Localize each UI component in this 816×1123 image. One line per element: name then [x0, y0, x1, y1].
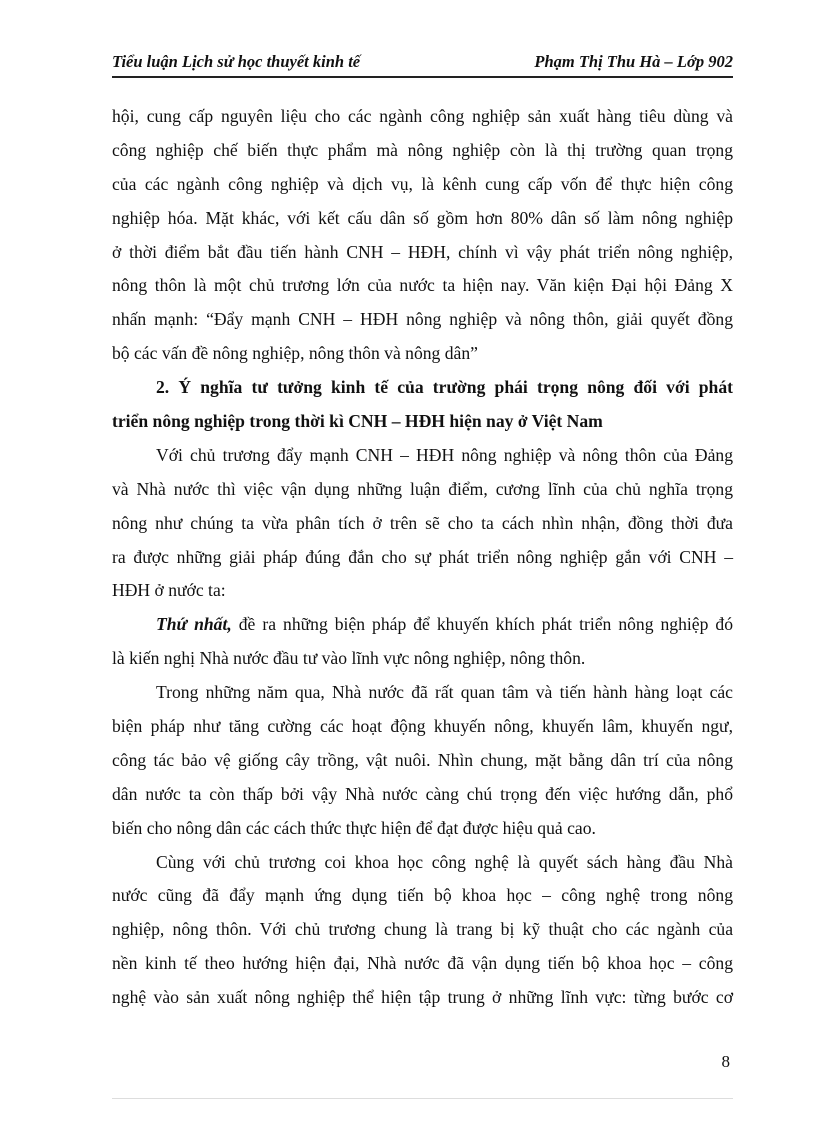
- text-line: ra được những giải pháp đúng đắn cho sự phát triển nông nghiệp gắn với CNH –: [112, 546, 733, 567]
- text-run: đề ra những biện pháp để khuyến khích phát triển nông nghiệp đó: [231, 614, 733, 635]
- text-line: nghiệp hóa. Mặt khác, với kết cấu dân số gồm hơn 80% dân số làm nông nghiệp: [112, 207, 733, 228]
- text-line: biến cho nông dân các cách thức thực hiện để đạt được hiệu quả cao.: [112, 817, 596, 838]
- text-line: của các ngành công nghiệp và dịch vụ, là kênh cung cấp vốn để thực hiện công: [112, 173, 733, 194]
- text-line: nhấn mạnh: “Đẩy mạnh CNH – HĐH nông nghiệp và nông thôn, giải quyết đồng: [112, 309, 733, 330]
- emphasis-text: Thứ nhất,: [156, 614, 232, 635]
- text-line: [112, 608, 733, 642]
- paragraph: [112, 846, 733, 1015]
- text-line: hội, cung cấp nguyên liệu cho các ngành công nghiệp sản xuất hàng tiêu dùng và: [112, 106, 733, 126]
- heading-line: triển nông nghiệp trong thời kì CNH – HĐH hiện nay ở Việt Nam: [112, 411, 603, 432]
- page-number: 8: [721, 1052, 730, 1071]
- paragraph: [112, 100, 733, 371]
- text-line: nền kinh tế theo hướng hiện đại, Nhà nước đã vận dụng tiến bộ khoa học – công: [112, 953, 733, 974]
- section-heading: [112, 371, 733, 439]
- text-line: nghệ vào sản xuất nông nghiệp thể hiện tập trung ở những lĩnh vực: từng bước cơ: [112, 987, 733, 1008]
- text-line: và Nhà nước thì việc vận dụng những luận điểm, cương lĩnh của chủ nghĩa trọng: [112, 478, 733, 499]
- text-line: công nghiệp chế biến thực phẩm mà nông nghiệp còn là thị trường quan trọng: [112, 139, 733, 160]
- text-line: là kiến nghị Nhà nước đầu tư vào lĩnh vực nông nghiệp, nông thôn.: [112, 648, 586, 669]
- text-line: Trong những năm qua, Nhà nước đã rất quan tâm và tiến hành hàng loạt các: [156, 682, 733, 703]
- text-line: HĐH ở nước ta:: [112, 580, 226, 601]
- paragraph: [112, 608, 733, 676]
- text-line: dân nước ta còn thấp bởi vậy Nhà nước càng chú trọng đến việc hướng dẫn, phổ: [112, 783, 733, 804]
- text-line: ở thời điểm bắt đầu tiến hành CNH – HĐH, chính vì vậy phát triển nông nghiệp,: [112, 241, 733, 262]
- header-title: Tiểu luận Lịch sử học thuyết kinh tế: [112, 52, 361, 71]
- heading-line: 2. Ý nghĩa tư tưởng kinh tế của trường phái trọng nông đối với phát: [156, 377, 733, 398]
- header-author: Phạm Thị Thu Hà – Lớp 902: [534, 52, 733, 71]
- running-header: [112, 52, 733, 78]
- text-line: nông thôn là một chủ trương lớn của nước ta hiện nay. Văn kiện Đại hội Đảng X: [112, 275, 733, 296]
- text-line: nước cũng đã đẩy mạnh ứng dụng tiến bộ khoa học – công nghệ trong nông: [112, 885, 733, 906]
- text-line: Với chủ trương đẩy mạnh CNH – HĐH nông nghiệp và nông thôn của Đảng: [156, 444, 733, 465]
- text-line: công tác bảo vệ giống cây trồng, vật nuôi. Nhìn chung, mặt bằng dân trí của nông: [112, 749, 733, 770]
- text-line: bộ các vấn đề nông nghiệp, nông thôn và nông dân”: [112, 343, 478, 364]
- page-body: [112, 100, 733, 1015]
- text-line: Cùng với chủ trương coi khoa học công nghệ là quyết sách hàng đầu Nhà: [156, 851, 733, 872]
- text-line: nông như chúng ta vừa phân tích ở trên sẽ cho ta cách nhìn nhận, đồng thời đưa: [112, 512, 733, 533]
- paragraph: [112, 439, 733, 608]
- text-line: biện pháp như tăng cường các hoạt động khuyến nông, khuyến lâm, khuyến ngư,: [112, 716, 733, 737]
- paragraph: [112, 676, 733, 845]
- text-line: nghiệp, nông thôn. Với chủ trương chung là trang bị kỹ thuật cho các ngành của: [112, 919, 733, 940]
- footer-divider: [112, 1098, 733, 1099]
